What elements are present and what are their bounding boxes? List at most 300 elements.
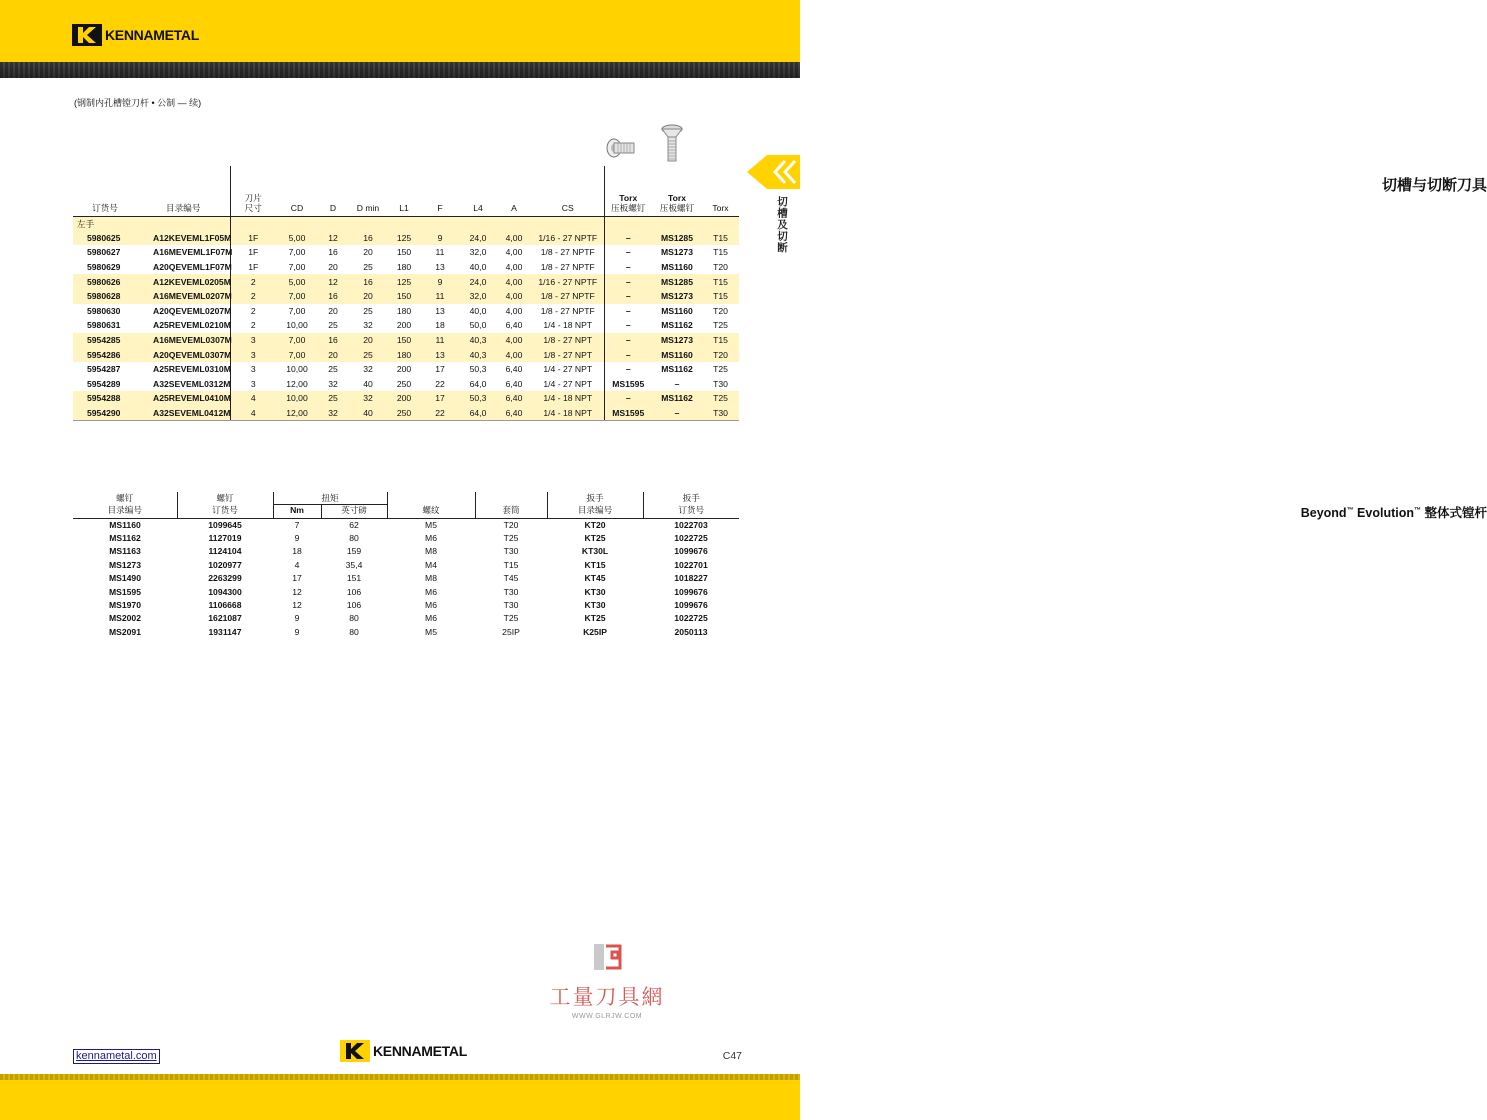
cell-torx: T20 <box>713 262 728 273</box>
cell-thread: M5 <box>425 519 437 530</box>
cell-a: 4,00 <box>496 231 532 246</box>
cell-catalog: A25REVEML0410M <box>137 391 230 406</box>
cell-l1: 180 <box>396 262 412 273</box>
cell-order: 5980627 <box>87 247 121 258</box>
cell-size: 1F <box>248 262 259 273</box>
cell-size: 4 <box>230 406 276 421</box>
cell-catalog: A16MEVEML0307M <box>137 333 230 348</box>
cell-catalog: A20QEVEML0207M <box>137 304 230 319</box>
cell-s2: MS1160 <box>661 262 693 273</box>
cell-screw: MS1490 <box>108 573 141 584</box>
cell-cd: 7,00 <box>288 247 306 258</box>
section-label: 左手 <box>73 216 230 231</box>
table-row <box>73 304 739 319</box>
cell-order: 1931147 <box>208 626 242 637</box>
cell-l4: 32,0 <box>460 289 496 304</box>
cell-order: 5980625 <box>73 231 137 246</box>
col-wrench-catalog: 目录编号 <box>547 504 643 518</box>
cell-screw: MS2091 <box>108 626 141 637</box>
page-subtitle-en: Beyond™ Evolution™ 整体式镗杆 <box>1300 506 1487 521</box>
cell-inlb: 159 <box>346 546 362 557</box>
cell-cs: 1/8 - 27 NPT <box>532 347 604 362</box>
col-cd: CD <box>290 202 304 213</box>
cell-d: 32 <box>328 378 338 389</box>
cell-size: 1F <box>248 247 259 258</box>
cell-thread: M8 <box>425 573 437 584</box>
cell-s2: MS1285 <box>652 274 702 289</box>
cell-socket: T45 <box>503 573 519 584</box>
cell-torx: T15 <box>702 231 739 246</box>
cell-s2: MS1162 <box>661 364 693 375</box>
cell-d: 20 <box>328 262 338 273</box>
cell-d: 20 <box>318 347 348 362</box>
cell-torx: T15 <box>713 247 728 258</box>
col-screw: 螺钉 <box>73 492 177 504</box>
cell-wrench: KT20 <box>584 519 606 530</box>
table-row <box>73 391 739 406</box>
cell-cd: 12,00 <box>276 406 318 421</box>
cell-socket: T30 <box>503 546 519 557</box>
cell-s2: – <box>652 406 702 421</box>
table-row <box>73 245 739 260</box>
cell-l4: 50,3 <box>469 364 487 375</box>
cell-catalog: A12KEVEML1F05M <box>137 231 230 246</box>
table-row <box>73 231 739 246</box>
cell-torx: T25 <box>702 391 739 406</box>
table-row <box>73 545 739 558</box>
cell-cd: 12,00 <box>286 378 308 389</box>
cell-cd: 7,00 <box>288 305 306 316</box>
cell-d: 16 <box>328 247 338 258</box>
cell-order: 5980630 <box>87 305 121 316</box>
cell-d: 12 <box>318 231 348 246</box>
cell-catalog: A12KEVEML0205M <box>137 274 230 289</box>
cell-size: 4 <box>230 391 276 406</box>
cell-a: 4,00 <box>505 247 523 258</box>
cell-inlb: 80 <box>349 533 359 544</box>
cell-screw: MS2002 <box>108 613 141 624</box>
table-row <box>73 362 739 377</box>
cell-f: 17 <box>435 364 445 375</box>
cell-worder: 1022701 <box>674 559 708 570</box>
page-title: 切槽与切断刀具 <box>1381 177 1487 194</box>
col-dmin: D min <box>356 202 380 213</box>
cell-a: 6,40 <box>496 391 532 406</box>
cell-dmin: 16 <box>348 231 388 246</box>
watermark-name: 工量刀具網 <box>549 985 665 1009</box>
cell-cs: 1/4 - 18 NPT <box>532 318 604 333</box>
cell-f: 17 <box>420 391 460 406</box>
cell-worder: 1018227 <box>674 573 708 584</box>
cell-nm: 4 <box>294 559 300 570</box>
cell-cs: 1/8 - 27 NPTF <box>532 245 604 260</box>
cell-torx: T15 <box>702 333 739 348</box>
cell-s2: MS1285 <box>652 231 702 246</box>
cell-s1: – <box>604 289 652 304</box>
cell-a: 4,00 <box>496 347 532 362</box>
table-row <box>73 585 739 598</box>
cell-dmin: 16 <box>348 274 388 289</box>
kennametal-logo <box>72 24 199 46</box>
cell-order: 1124104 <box>208 546 242 557</box>
col-l1: L1 <box>399 202 409 213</box>
cell-l4: 50,3 <box>460 391 496 406</box>
cell-order: 5954285 <box>73 333 137 348</box>
cell-socket: T15 <box>503 559 519 570</box>
cell-f: 22 <box>435 378 445 389</box>
cell-f: 9 <box>420 231 460 246</box>
table-row <box>73 377 739 392</box>
cell-torx: T30 <box>702 406 739 421</box>
cell-cs: 1/4 - 18 NPT <box>532 406 604 421</box>
cell-cs: 1/8 - 27 NPTF <box>532 304 604 319</box>
cell-order: 1127019 <box>208 533 242 544</box>
table-row <box>73 625 739 638</box>
cell-nm: 9 <box>294 533 300 544</box>
cell-wrench: KT30 <box>584 600 606 611</box>
cell-d: 16 <box>318 289 348 304</box>
kennametal-k-icon <box>72 24 102 46</box>
table-row <box>73 531 739 544</box>
cell-s1: – <box>604 347 652 362</box>
cell-s1: – <box>604 231 652 246</box>
cell-dmin: 20 <box>363 247 373 258</box>
cell-wrench: KT15 <box>584 559 606 570</box>
cell-l4: 40,3 <box>460 347 496 362</box>
cell-nm: 7 <box>294 519 300 530</box>
cell-inlb: 80 <box>349 613 359 624</box>
watermark-url: WWW.GLRJW.COM <box>571 1013 643 1020</box>
cell-dmin: 20 <box>348 289 388 304</box>
torx-screw-icon <box>657 122 687 168</box>
cell-f: 9 <box>420 274 460 289</box>
cell-screw: MS1273 <box>108 559 141 570</box>
cell-size: 3 <box>230 333 276 348</box>
cell-s1: – <box>625 364 631 375</box>
cell-torx: T15 <box>702 289 739 304</box>
cell-worder: 1022725 <box>674 533 708 544</box>
cell-order: 1094300 <box>208 586 242 597</box>
table-row <box>73 318 739 333</box>
table-row <box>73 572 739 585</box>
cell-d: 25 <box>328 320 338 331</box>
cell-wrench: KT25 <box>584 613 606 624</box>
page-number: C47 <box>722 1050 742 1062</box>
cell-order: 1621087 <box>208 613 242 624</box>
table-row <box>73 274 739 289</box>
cell-s1: – <box>625 305 631 316</box>
cell-catalog: A16MEVEML1F07M <box>137 245 230 260</box>
cell-a: 4,00 <box>505 262 523 273</box>
cell-size: 3 <box>250 378 256 389</box>
cell-l1: 150 <box>388 289 420 304</box>
cell-l1: 200 <box>396 320 412 331</box>
cell-size: 3 <box>230 347 276 362</box>
cell-dmin: 40 <box>363 378 373 389</box>
cell-dmin: 32 <box>363 364 373 375</box>
table-header-row <box>73 166 739 216</box>
col-torx: Torx <box>712 202 729 213</box>
cell-d: 12 <box>318 274 348 289</box>
cell-cs: 1/8 - 27 NPT <box>532 333 604 348</box>
cell-catalog: A32SEVEML0412M <box>137 406 230 421</box>
cell-worder: 1022703 <box>674 519 708 530</box>
cell-socket: T25 <box>503 613 519 624</box>
cell-l1: 200 <box>396 364 412 375</box>
footer-brand-wordmark: KENNAMETAL <box>373 1043 467 1059</box>
col-l4: L4 <box>473 202 483 213</box>
cell-order: 5954287 <box>87 364 121 375</box>
cell-inlb: 62 <box>349 519 359 530</box>
col-a: A <box>511 202 517 213</box>
col-wrench: 扳手 <box>547 492 643 504</box>
side-tab-label: 切槽及切断 <box>776 196 788 254</box>
cell-wrench: KT25 <box>584 533 606 544</box>
cell-s1: – <box>625 247 631 258</box>
col-torx-clamp-2: Torx 压板螺钉 <box>659 192 695 213</box>
cell-order: 5954288 <box>73 391 137 406</box>
table-row <box>73 598 739 611</box>
cell-cd: 10,00 <box>286 320 308 331</box>
footer-kennametal-k-icon <box>340 1040 370 1062</box>
cell-wrench: KT45 <box>584 573 606 584</box>
table-row <box>73 333 739 348</box>
cell-socket: T25 <box>503 533 519 544</box>
cell-screw: MS1595 <box>108 586 141 597</box>
cell-f: 11 <box>420 289 460 304</box>
cell-l4: 50,0 <box>469 320 487 331</box>
cell-dmin: 25 <box>348 347 388 362</box>
cell-dmin: 20 <box>348 333 388 348</box>
col-cs: CS <box>532 166 604 216</box>
cell-l1: 125 <box>388 274 420 289</box>
watermark <box>532 942 682 1020</box>
cell-a: 6,40 <box>505 378 523 389</box>
cell-nm: 18 <box>292 546 302 557</box>
col-wrench-order-label: 订货号 <box>678 504 705 515</box>
cell-thread: M6 <box>425 533 437 544</box>
col-thread: 螺纹 <box>387 504 475 518</box>
cell-size: 2 <box>230 274 276 289</box>
cell-cs: 1/16 - 27 NPTF <box>532 231 604 246</box>
cell-s2: – <box>674 378 680 389</box>
col-inlb: 英寸磅 <box>321 504 387 518</box>
cell-cs: 1/16 - 27 NPTF <box>532 274 604 289</box>
cell-a: 6,40 <box>496 406 532 421</box>
col-f: F <box>437 202 443 213</box>
cell-l1: 200 <box>388 391 420 406</box>
cell-s1: – <box>604 274 652 289</box>
col-screw-order-label: 订货号 <box>177 504 273 518</box>
cell-cs: 1/8 - 27 NPTF <box>532 289 604 304</box>
cell-worder: 2050113 <box>674 626 708 637</box>
cell-l1: 180 <box>388 347 420 362</box>
cell-nm: 17 <box>292 573 302 584</box>
table-row <box>73 260 739 275</box>
cell-cs: 1/4 - 27 NPT <box>532 362 604 377</box>
cell-torx: T15 <box>702 274 739 289</box>
table-row <box>73 612 739 625</box>
side-tab-chevron-icon <box>745 155 800 189</box>
cell-catalog: A20QEVEML1F07M <box>137 260 230 275</box>
cell-a: 4,00 <box>496 289 532 304</box>
col-wrench-order: 扳手 <box>682 493 700 503</box>
cell-cs: 1/4 - 18 NPT <box>532 391 604 406</box>
col-d: D <box>329 202 337 213</box>
footer-kennametal-logo <box>340 1040 467 1062</box>
cell-order: 5954289 <box>87 378 121 389</box>
cell-order: 1020977 <box>208 559 242 570</box>
cell-s1: – <box>604 391 652 406</box>
cell-dmin: 32 <box>348 391 388 406</box>
cell-size: 1F <box>230 231 276 246</box>
cell-f: 13 <box>435 262 445 273</box>
cell-a: 6,40 <box>505 364 523 375</box>
screw-spec-table <box>73 492 739 639</box>
cell-size: 2 <box>250 305 256 316</box>
cell-catalog: A20QEVEML0307M <box>137 347 230 362</box>
cell-screw: MS1162 <box>109 533 141 544</box>
cell-socket: T30 <box>503 586 519 597</box>
cell-order: 5954286 <box>73 347 137 362</box>
clamp-screw-icon <box>602 122 642 162</box>
cell-l1: 150 <box>388 333 420 348</box>
cell-catalog: A16MEVEML0207M <box>137 289 230 304</box>
kennametal-website-link[interactable]: kennametal.com <box>73 1049 160 1064</box>
cell-l4: 24,0 <box>460 274 496 289</box>
cell-s1: MS1595 <box>612 378 645 389</box>
cell-catalog: A32SEVEML0312M <box>137 377 230 392</box>
cell-size: 3 <box>250 364 256 375</box>
cell-wrench: KT30L <box>581 546 609 557</box>
cell-worder: 1099676 <box>674 586 708 597</box>
cell-l4: 40,0 <box>469 305 487 316</box>
cell-s2: MS1162 <box>661 320 693 331</box>
cell-nm: 12 <box>292 600 302 611</box>
cell-screw: MS1970 <box>108 600 141 611</box>
cell-a: 4,00 <box>505 305 523 316</box>
cell-thread: M6 <box>425 586 437 597</box>
cell-order: 1099645 <box>208 519 242 530</box>
cell-screw: MS1163 <box>109 546 141 557</box>
col-nm: Nm <box>273 504 321 518</box>
cell-torx: T20 <box>713 305 728 316</box>
cell-inlb: 80 <box>349 626 359 637</box>
brand-wordmark: KENNAMETAL <box>105 27 199 43</box>
cell-order: 5954290 <box>73 406 137 421</box>
cell-l4: 32,0 <box>469 247 487 258</box>
cell-thread: M8 <box>425 546 437 557</box>
cell-torx: T25 <box>713 364 728 375</box>
cell-a: 4,00 <box>496 274 532 289</box>
cell-d: 25 <box>328 364 338 375</box>
cell-cd: 10,00 <box>276 391 318 406</box>
cell-size: 2 <box>250 320 256 331</box>
cell-a: 6,40 <box>505 320 523 331</box>
cell-torx: T25 <box>713 320 728 331</box>
cell-s2: MS1160 <box>661 305 693 316</box>
cell-f: 13 <box>435 305 445 316</box>
cell-s1: MS1595 <box>604 406 652 421</box>
cell-socket: T20 <box>503 519 519 530</box>
cell-cd: 10,00 <box>286 364 308 375</box>
cell-torx: T30 <box>713 378 728 389</box>
cell-s2: MS1273 <box>652 289 702 304</box>
cell-s1: – <box>625 262 631 273</box>
cell-f: 22 <box>420 406 460 421</box>
col-socket: 套筒 <box>475 504 547 518</box>
col-screw-catalog: 目录编号 <box>73 504 177 518</box>
footer-band <box>0 1080 800 1120</box>
cell-thread: M6 <box>425 600 437 611</box>
cell-thread: M4 <box>425 559 437 570</box>
cell-inlb: 106 <box>346 600 362 611</box>
cell-dmin: 32 <box>363 320 373 331</box>
cell-cs: 1/4 - 27 NPT <box>532 377 604 392</box>
cell-l1: 180 <box>396 305 412 316</box>
cell-l1: 150 <box>396 247 412 258</box>
table-row <box>73 347 739 362</box>
cell-inlb: 106 <box>346 586 362 597</box>
cell-l4: 64,0 <box>469 378 487 389</box>
cell-nm: 9 <box>294 613 300 624</box>
cell-s1: – <box>625 320 631 331</box>
header-stripe-shade <box>0 62 800 78</box>
cell-l1: 125 <box>388 231 420 246</box>
cell-cd: 7,00 <box>288 262 306 273</box>
cell-l4: 40,3 <box>460 333 496 348</box>
section-label-row <box>73 216 739 231</box>
cell-a: 4,00 <box>496 333 532 348</box>
cell-order: 1106668 <box>208 600 242 611</box>
table-row <box>73 289 739 304</box>
col-insert-size: 刀片 尺寸 <box>244 192 262 213</box>
cell-thread: M5 <box>425 626 437 637</box>
col-torque: 扭矩 <box>273 492 387 504</box>
cell-thread: M6 <box>425 613 437 624</box>
table-row <box>73 558 739 571</box>
table-row <box>73 406 739 421</box>
cell-d: 20 <box>328 305 338 316</box>
cell-cd: 7,00 <box>276 347 318 362</box>
cell-worder: 1022725 <box>674 613 708 624</box>
cell-cd: 7,00 <box>276 289 318 304</box>
cell-worder: 1099676 <box>674 546 708 557</box>
cell-d: 32 <box>318 406 348 421</box>
cell-inlb: 35,4 <box>345 559 363 570</box>
cell-l4: 40,0 <box>469 262 487 273</box>
cell-order: 2263299 <box>208 573 242 584</box>
table-header-row-2 <box>73 504 739 518</box>
cell-f: 13 <box>420 347 460 362</box>
cell-d: 16 <box>318 333 348 348</box>
cell-l1: 250 <box>388 406 420 421</box>
cell-wrench: K25IP <box>583 626 607 637</box>
cell-dmin: 40 <box>348 406 388 421</box>
boring-bar-table <box>73 166 739 421</box>
cell-d: 25 <box>318 391 348 406</box>
cell-order: 5980628 <box>73 289 137 304</box>
cell-socket: T30 <box>503 600 519 611</box>
cell-s1: – <box>604 333 652 348</box>
cell-nm: 12 <box>292 586 302 597</box>
cell-s2: MS1160 <box>652 347 702 362</box>
cell-nm: 9 <box>294 626 300 637</box>
cell-socket: 25IP <box>502 626 520 637</box>
section-subtitle: (钢制内孔槽镗刀杆 • 公制 — 续) <box>74 98 202 108</box>
cell-order: 5980629 <box>87 262 121 273</box>
cell-cd: 5,00 <box>276 274 318 289</box>
